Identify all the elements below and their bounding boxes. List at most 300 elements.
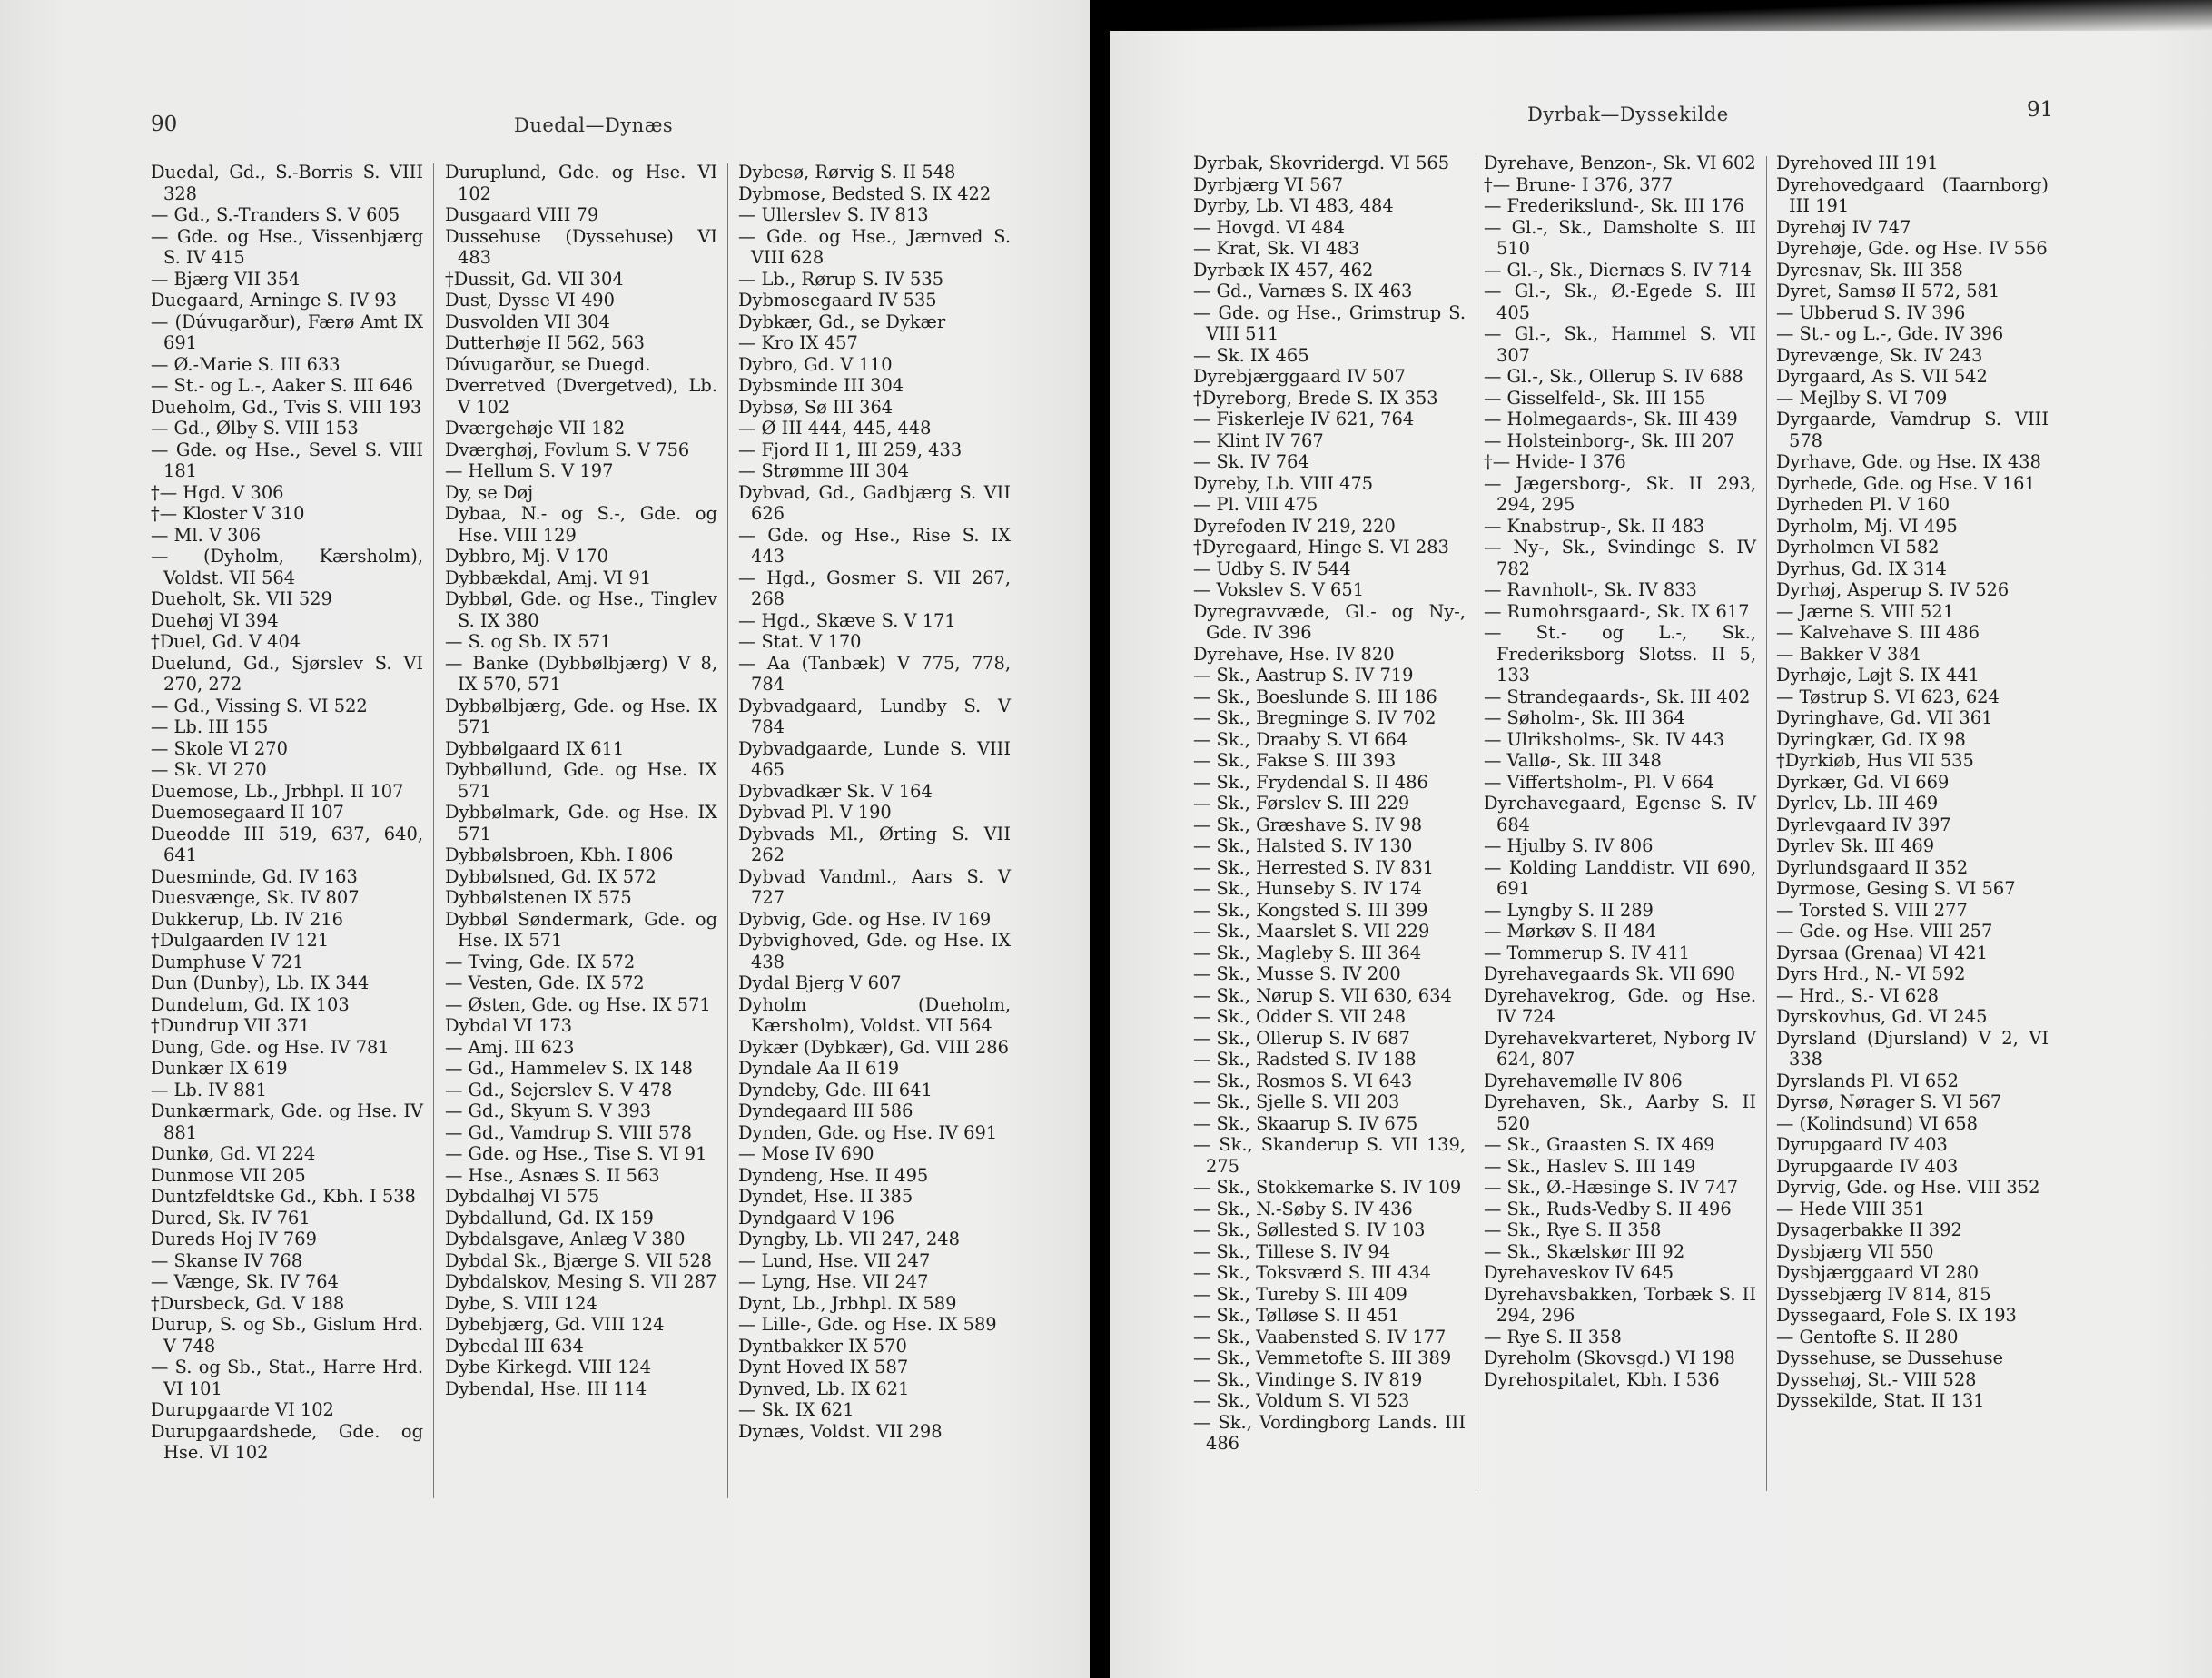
index-entry: — Banke (Dybbølbjærg) V 8, IX 570, 571 — [445, 652, 717, 695]
index-entry: — Gde. og Hse., Vissenbjærg S. IV 415 — [151, 225, 423, 268]
right-column-2 — [1484, 153, 1756, 1390]
index-entry: Dyrhede, Gde. og Hse. V 161 — [1776, 472, 2036, 494]
index-entry: Dyndeng, Hse. II 495 — [738, 1164, 929, 1186]
index-entry: Dyret, Samsø II 572, 581 — [1776, 281, 2000, 301]
index-entry: Dyrehave, Hse. IV 820 — [1193, 643, 1395, 665]
index-entry: Dunmose VII 205 — [151, 1164, 306, 1186]
index-entry: — Stat. V 170 — [738, 631, 862, 652]
index-entry: — Sk., Hunseby S. IV 174 — [1193, 878, 1422, 899]
index-entry: Dyrevænge, Sk. IV 243 — [1776, 344, 1983, 366]
index-entry: — Aa (Tanbæk) V 775, 778, 784 — [738, 652, 1011, 695]
index-entry: — Holsteinborg-, Sk. III 207 — [1484, 429, 1735, 451]
index-entry: Dybmose, Bedsted S. IX 422 — [738, 183, 992, 204]
index-entry: — Knabstrup-, Sk. II 483 — [1484, 515, 1705, 537]
index-entry: Dyndegaard III 586 — [738, 1101, 913, 1121]
index-entry: Dybdalhøj VI 575 — [445, 1186, 600, 1207]
index-entry: — Lille-, Gde. og Hse. IX 589 — [738, 1314, 997, 1335]
index-entry: Dyrehoved III 191 — [1776, 153, 1939, 173]
index-entry: Dyrehospitalet, Kbh. I 536 — [1484, 1368, 1720, 1390]
index-entry: Dynt, Lb., Jrbhpl. IX 589 — [738, 1292, 957, 1314]
index-entry: — (Kolindsund) VI 658 — [1776, 1112, 1978, 1134]
index-entry: †Dussit, Gd. VII 304 — [445, 268, 624, 290]
index-entry: — St.- og L.-, Gde. IV 396 — [1776, 323, 2004, 344]
index-entry: Dybsø, Sø III 364 — [738, 396, 894, 418]
index-entry: — S. og Sb. IX 571 — [445, 631, 612, 652]
index-entry: Duruplund, Gde. og Hse. VI 102 — [445, 162, 717, 204]
index-entry: †Dyreborg, Brede S. IX 353 — [1193, 387, 1438, 409]
index-entry: — Bjærg VII 354 — [151, 268, 301, 290]
index-entry: Dyrholm, Mj. VI 495 — [1776, 515, 1958, 537]
index-entry: — Kolding Landdistr. VII 690, 691 — [1484, 856, 1756, 899]
index-entry: Dyrehaven, Sk., Aarby S. II 520 — [1484, 1091, 1756, 1134]
index-entry: — Torsted S. VIII 277 — [1776, 899, 1968, 921]
index-entry: Dybdallund, Gd. IX 159 — [445, 1207, 654, 1229]
index-entry: Dyrhave, Gde. og Hse. IX 438 — [1776, 451, 2041, 472]
index-entry: Dybbøl, Gde. og Hse., Tinglev S. IX 380 — [445, 588, 717, 631]
index-entry: Dyndeby, Gde. III 641 — [738, 1079, 933, 1101]
index-entry: Dyrhøj, Asperup S. IV 526 — [1776, 579, 2010, 600]
index-entry: — Gde. og Hse., Tise S. VI 91 — [445, 1143, 707, 1164]
index-entry: — Amj. III 623 — [445, 1036, 575, 1058]
index-entry: Dybbølmark, Gde. og Hse. IX 571 — [445, 802, 717, 844]
column-rule — [727, 163, 728, 1498]
index-entry: — Gde. og Hse., Rise S. IX 443 — [738, 524, 1011, 567]
index-entry: Dun (Dunby), Lb. IX 344 — [151, 972, 370, 993]
index-entry: — Skole VI 270 — [151, 737, 288, 759]
index-entry: — Udby S. IV 544 — [1193, 558, 1351, 579]
index-entry: †Dyrkiøb, Hus VII 535 — [1776, 750, 1974, 771]
index-entry: — Kalvehave S. III 486 — [1776, 622, 1980, 643]
index-entry: — Gd., Hammelev S. IX 148 — [445, 1058, 694, 1079]
index-entry: Dyndet, Hse. II 385 — [738, 1186, 913, 1207]
index-entry: — Sk., N.-Søby S. IV 436 — [1193, 1198, 1413, 1219]
index-entry: Dyrehavegaard, Egense S. IV 684 — [1484, 793, 1756, 835]
index-entry: Dyringkær, Gd. IX 98 — [1776, 728, 1966, 750]
index-entry: — Hse., Asnæs S. II 563 — [445, 1164, 660, 1186]
index-entry: Dyrby, Lb. VI 483, 484 — [1193, 195, 1394, 216]
index-entry: Dybe Kirkegd. VIII 124 — [445, 1357, 652, 1377]
index-entry: — (Dúvugarður), Færø Amt IX 691 — [151, 311, 423, 353]
index-entry: — Sk., Herrested S. IV 831 — [1193, 856, 1435, 878]
index-entry: Dyrs Hrd., N.- VI 592 — [1776, 963, 1966, 984]
index-entry: Dyrehøj IV 747 — [1776, 216, 1911, 238]
index-entry: — Hede VIII 351 — [1776, 1198, 1926, 1219]
index-entry: — Sk., Førslev S. III 229 — [1193, 793, 1410, 814]
index-entry: Dybvad Vandml., Aars S. V 727 — [738, 865, 1011, 908]
index-entry: — Gde. og Hse., Jærnved S. VIII 628 — [738, 225, 1011, 268]
index-entry: †Dundrup VII 371 — [151, 1015, 311, 1036]
index-entry: — Kro IX 457 — [738, 332, 858, 353]
index-entry: Dyrlundsgaard II 352 — [1776, 856, 1969, 878]
index-entry: Dybe, S. VIII 124 — [445, 1292, 597, 1314]
index-entry: Dyssegaard, Fole S. IX 193 — [1776, 1305, 2017, 1326]
index-entry: Dyrheden Pl. V 160 — [1776, 494, 1950, 515]
index-entry: Dyrlev, Lb. III 469 — [1776, 793, 1939, 814]
index-entry: Dybro, Gd. V 110 — [738, 353, 893, 375]
index-entry: — Sk. VI 270 — [151, 759, 267, 780]
index-entry: Duesvænge, Sk. IV 807 — [151, 887, 360, 908]
index-entry: — Sk., Stokkemarke S. IV 109 — [1193, 1177, 1462, 1198]
index-entry: — Sk., Radsted S. IV 188 — [1193, 1049, 1417, 1070]
index-entry: — Sk., Vindinge S. IV 819 — [1193, 1368, 1423, 1390]
index-entry: Duemosegaard II 107 — [151, 802, 344, 823]
index-entry: Dysbjærg VII 550 — [1776, 1240, 1934, 1262]
index-entry: Dueholm, Gd., Tvis S. VIII 193 — [151, 396, 422, 418]
index-entry: — Sk., Magleby S. III 364 — [1193, 942, 1422, 963]
index-entry: Dyrefoden IV 219, 220 — [1193, 515, 1396, 537]
index-entry: Dussehuse (Dyssehuse) VI 483 — [445, 225, 717, 268]
index-entry: Dybbro, Mj. V 170 — [445, 546, 608, 567]
index-entry: Dynved, Lb. IX 621 — [738, 1377, 910, 1399]
index-entry: — Sk., Skanderup S. VII 139, 275 — [1193, 1134, 1466, 1177]
index-entry: Dybvadgaard, Lundby S. V 784 — [738, 695, 1011, 737]
index-entry: — Vokslev S. V 651 — [1193, 579, 1365, 600]
index-entry: Dured, Sk. IV 761 — [151, 1207, 311, 1229]
index-entry: Dybsminde III 304 — [738, 375, 904, 396]
index-entry: Dybbækdal, Amj. VI 91 — [445, 567, 652, 588]
index-entry: Dynæs, Voldst. VII 298 — [738, 1420, 943, 1442]
index-entry: — Ml. V 306 — [151, 524, 262, 546]
index-entry: — St.- og L.-, Aaker S. III 646 — [151, 375, 413, 396]
index-entry: — Rye S. II 358 — [1484, 1326, 1622, 1347]
index-entry: Dysbjærggaard VI 280 — [1776, 1262, 1980, 1283]
index-entry: — Sk., Sjelle S. VII 203 — [1193, 1091, 1400, 1112]
index-entry: — Ubberud S. IV 396 — [1776, 301, 1966, 323]
index-entry: Dyrslands Pl. VI 652 — [1776, 1070, 1959, 1091]
index-entry: — Sk., Skaarup S. IV 675 — [1193, 1112, 1418, 1134]
index-entry: Dusvolden VII 304 — [445, 311, 610, 332]
index-entry: — Holmegaards-, Sk. III 439 — [1484, 409, 1738, 429]
index-entry: Dumphuse V 721 — [151, 951, 304, 972]
index-entry: — Hrd., S.- VI 628 — [1776, 984, 1939, 1006]
index-entry: — Mejlby S. VI 709 — [1776, 387, 1948, 409]
index-entry: — Hovgd. VI 484 — [1193, 216, 1346, 238]
right-page — [1110, 0, 2212, 1678]
index-entry: Dybvads Ml., Ørting S. VII 262 — [738, 823, 1011, 865]
index-entry: — Gd., Sejerslev S. V 478 — [445, 1079, 673, 1101]
index-entry: — Hjulby S. IV 806 — [1484, 835, 1654, 856]
index-entry: — Sk., Odder S. VII 248 — [1193, 1006, 1407, 1027]
index-entry: — Sk., Frydendal S. II 486 — [1193, 771, 1428, 793]
index-entry: — Sk., Græshave S. IV 98 — [1193, 814, 1423, 835]
index-entry: — Gd., S.-Tranders S. V 605 — [151, 204, 400, 225]
index-entry: Dyrupgaard IV 403 — [1776, 1134, 1948, 1155]
index-entry: Dyrebjærggaard IV 507 — [1193, 366, 1406, 387]
index-entry: Dutterhøje II 562, 563 — [445, 332, 646, 353]
index-entry: Dybvighoved, Gde. og Hse. IX 438 — [738, 930, 1011, 972]
index-entry: Dybdal Sk., Bjærge S. VII 528 — [445, 1249, 713, 1271]
index-entry: Dyrupgaarde IV 403 — [1776, 1155, 1959, 1177]
index-entry: — Sk., Fakse S. III 393 — [1193, 750, 1397, 771]
index-entry: — Sk., Aastrup S. IV 719 — [1193, 665, 1414, 686]
right-column-3 — [1776, 153, 2049, 1412]
index-entry: — Jægersborg-, Sk. II 293, 294, 295 — [1484, 472, 1756, 515]
index-entry: Dyrhus, Gd. IX 314 — [1776, 558, 1947, 579]
index-entry: — Sk., Voldum S. VI 523 — [1193, 1390, 1410, 1411]
index-entry: — Hgd., Gosmer S. VII 267, 268 — [738, 567, 1011, 609]
index-entry: — Ravnholt-, Sk. IV 833 — [1484, 579, 1697, 600]
index-entry: Dybmosegaard IV 535 — [738, 290, 937, 311]
left-column-2 — [445, 162, 717, 1399]
index-entry: — Gd., Varnæs S. IX 463 — [1193, 281, 1413, 301]
index-entry: Dundelum, Gd. IX 103 — [151, 993, 350, 1015]
index-entry: Dyrbæk IX 457, 462 — [1193, 259, 1374, 281]
index-entry: Dykær (Dybkær), Gd. VIII 286 — [738, 1036, 1009, 1058]
index-entry: — Sk., Draaby S. VI 664 — [1193, 728, 1408, 750]
index-entry: — Viffertsholm-, Pl. V 664 — [1484, 771, 1715, 793]
index-entry: Dyringhave, Gd. VII 361 — [1776, 707, 1993, 728]
index-entry: — Sk., Musse S. IV 200 — [1193, 963, 1401, 984]
index-entry: — Jærne S. VIII 521 — [1776, 600, 1955, 622]
index-entry: — Ø.-Marie S. III 633 — [151, 353, 341, 375]
index-entry: — Sk., Ruds-Vedby S. II 496 — [1484, 1198, 1732, 1219]
index-entry: — Sk. IX 621 — [738, 1399, 854, 1420]
index-entry: Dybaa, N.- og S.-, Gde. og Hse. VIII 129 — [445, 503, 717, 546]
index-entry: Duehøj VI 394 — [151, 609, 279, 631]
index-entry: — Ullerslev S. IV 813 — [738, 204, 929, 225]
index-entry: Dybbølgaard IX 611 — [445, 737, 625, 759]
index-entry: Duelund, Gd., Sjørslev S. VI 270, 272 — [151, 652, 423, 695]
index-entry: — Sk., Kongsted S. III 399 — [1193, 899, 1428, 921]
index-entry: — Sk., Graasten S. IX 469 — [1484, 1134, 1715, 1155]
index-entry: Dybbølbjærg, Gde. og Hse. IX 571 — [445, 695, 717, 737]
index-entry: Dyresnav, Sk. III 358 — [1776, 259, 1963, 281]
index-entry: Dyssebjærg IV 814, 815 — [1776, 1283, 1991, 1305]
index-entry: — Gde. og Hse. VIII 257 — [1776, 921, 1993, 942]
index-entry: — Strømme III 304 — [738, 460, 910, 481]
index-entry: Dyrehave, Benzon-, Sk. VI 602 — [1484, 153, 1756, 173]
index-entry: — Sk., Tillese S. IV 94 — [1193, 1240, 1391, 1262]
index-entry: — Hgd., Skæve S. V 171 — [738, 609, 956, 631]
index-entry: Dyrehovedgaard (Taarnborg) III 191 — [1776, 173, 2049, 216]
index-entry: — Strandegaards-, Sk. III 402 — [1484, 686, 1751, 707]
index-entry: — Sk., Rosmos S. VI 643 — [1193, 1070, 1413, 1091]
index-entry: Dureds Hoj IV 769 — [151, 1229, 317, 1249]
index-entry: — Ulriksholms-, Sk. IV 443 — [1484, 728, 1725, 750]
index-entry: — Ø III 444, 445, 448 — [738, 418, 932, 439]
index-entry: — Gd., Ølby S. VIII 153 — [151, 418, 359, 439]
index-entry: Dværgehøje VII 182 — [445, 418, 626, 439]
index-entry: Dybbøl Søndermark, Gde. og Hse. IX 571 — [445, 908, 717, 951]
index-entry: — Gentofte S. II 280 — [1776, 1326, 1959, 1347]
index-entry: Dyssehuse, se Dussehuse — [1776, 1347, 2004, 1368]
index-entry: — Vesten, Gde. IX 572 — [445, 972, 645, 993]
left-page — [0, 0, 1090, 1678]
index-entry: Dyreholm (Skovsgd.) VI 198 — [1484, 1347, 1735, 1368]
index-entry: — Gl.-, Sk., Ollerup S. IV 688 — [1484, 366, 1743, 387]
index-entry: Dunkø, Gd. VI 224 — [151, 1143, 316, 1164]
index-entry: — Gl.-, Sk., Hammel S. VII 307 — [1484, 323, 1756, 366]
index-entry: Dyngby, Lb. VII 247, 248 — [738, 1229, 960, 1249]
left-column-1 — [151, 162, 423, 1464]
index-entry: Dyrehavegaards Sk. VII 690 — [1484, 963, 1735, 984]
index-entry: Dynden, Gde. og Hse. IV 691 — [738, 1121, 998, 1143]
index-entry: †Dursbeck, Gd. V 188 — [151, 1292, 345, 1314]
index-entry: — Frederikslund-, Sk. III 176 — [1484, 195, 1744, 216]
index-entry: Dyrehaveskov IV 645 — [1484, 1262, 1674, 1283]
index-entry: — Søholm-, Sk. III 364 — [1484, 707, 1685, 728]
index-entry: Durupgaarde VI 102 — [151, 1399, 334, 1420]
index-entry: Dyndale Aa II 619 — [738, 1058, 900, 1079]
index-entry: Dyrlevgaard IV 397 — [1776, 814, 1951, 835]
left-column-3 — [738, 162, 1011, 1442]
index-entry: Dverretved (Dvergetved), Lb. V 102 — [445, 375, 717, 418]
index-entry: — Sk. IX 465 — [1193, 344, 1309, 366]
index-entry: Dybendal, Hse. III 114 — [445, 1377, 647, 1399]
index-entry: — Bakker V 384 — [1776, 643, 1921, 665]
index-entry: Dyndgaard V 196 — [738, 1207, 894, 1229]
index-entry: Dybdalsgave, Anlæg V 380 — [445, 1229, 686, 1249]
left-page-number: 90 — [151, 113, 178, 136]
index-entry: Dyrvig, Gde. og Hse. VIII 352 — [1776, 1177, 2040, 1198]
index-entry: — Tøstrup S. VI 623, 624 — [1776, 686, 2000, 707]
index-entry: Dyrsland (Djursland) V 2, VI 338 — [1776, 1027, 2049, 1070]
left-running-header: Duedal—Dynæs — [514, 114, 674, 136]
index-entry: Dueholt, Sk. VII 529 — [151, 588, 332, 609]
book-gutter — [1090, 0, 1110, 1678]
index-entry: Dværghøj, Fovlum S. V 756 — [445, 439, 690, 460]
index-entry: Dyrkær, Gd. VI 669 — [1776, 771, 1950, 793]
index-entry: Dyrehavsbakken, Torbæk S. II 294, 296 — [1484, 1283, 1756, 1326]
right-page-number: 91 — [2027, 98, 2054, 122]
column-rule — [1766, 156, 1767, 1491]
index-entry: — Ny-, Sk., Svindinge S. IV 782 — [1484, 537, 1756, 579]
index-entry: Dyrhøje, Løjt S. IX 441 — [1776, 665, 1980, 686]
index-entry: — S. og Sb., Stat., Harre Hrd. VI 101 — [151, 1357, 423, 1399]
index-entry: — Pl. VIII 475 — [1193, 494, 1318, 515]
index-entry: — Tving, Gde. IX 572 — [445, 951, 636, 972]
index-entry: Dybesø, Rørvig S. II 548 — [738, 162, 956, 183]
index-entry: — Sk., Tølløse S. II 451 — [1193, 1305, 1400, 1326]
index-entry: — Gde. og Hse., Grimstrup S. VIII 511 — [1193, 301, 1466, 344]
index-entry: Dyreby, Lb. VIII 475 — [1193, 472, 1374, 494]
index-entry: — Mose IV 690 — [738, 1143, 874, 1164]
index-entry: Dyssehøj, St.- VIII 528 — [1776, 1368, 1977, 1390]
index-entry: Dyregravvæde, Gl.- og Ny-, Gde. IV 396 — [1193, 600, 1466, 643]
index-entry: — Krat, Sk. VI 483 — [1193, 238, 1360, 259]
index-entry: Dyrsø, Nørager S. VI 567 — [1776, 1091, 2002, 1112]
index-entry: — Sk., Vordingborg Lands. III 486 — [1193, 1411, 1466, 1454]
index-entry: Dybkær, Gd., se Dykær — [738, 311, 946, 332]
index-entry: — Vallø-, Sk. III 348 — [1484, 750, 1662, 771]
index-entry: — Mørkøv S. II 484 — [1484, 921, 1657, 942]
index-entry: Dybvadkær Sk. V 164 — [738, 780, 933, 802]
index-entry: — Lyng, Hse. VII 247 — [738, 1271, 929, 1292]
index-entry: — Gisselfeld-, Sk. III 155 — [1484, 387, 1706, 409]
index-entry: Dyrehøje, Gde. og Hse. IV 556 — [1776, 238, 2048, 259]
index-entry: Dukkerup, Lb. IV 216 — [151, 908, 343, 930]
index-entry: Dyrgaard, As S. VII 542 — [1776, 366, 1988, 387]
index-entry: Dydal Bjerg V 607 — [738, 972, 902, 993]
index-entry: — Rumohrsgaard-, Sk. IX 617 — [1484, 600, 1750, 622]
right-running-header: Dyrbak—Dyssekilde — [1527, 104, 1729, 125]
index-entry: Dyrskovhus, Gd. VI 245 — [1776, 1006, 1988, 1027]
index-entry: — Lund, Hse. VII 247 — [738, 1249, 931, 1271]
index-entry: — Sk., Rye S. II 358 — [1484, 1219, 1662, 1240]
index-entry: Dybedal III 634 — [445, 1335, 584, 1357]
index-entry: Duntzfeldtske Gd., Kbh. I 538 — [151, 1186, 416, 1207]
index-entry: Dyrmose, Gesing S. VI 567 — [1776, 878, 2016, 899]
index-entry: Dyrholmen VI 582 — [1776, 537, 1940, 558]
index-entry: — Sk., Haslev S. III 149 — [1484, 1155, 1696, 1177]
index-entry: Dysagerbakke II 392 — [1776, 1219, 1962, 1240]
index-entry: Dusgaard VIII 79 — [445, 204, 599, 225]
index-entry: — Sk., Nørup S. VII 630, 634 — [1193, 984, 1452, 1006]
index-entry: †Dulgaarden IV 121 — [151, 930, 330, 951]
index-entry: Dybvad, Gd., Gadbjærg S. VII 626 — [738, 481, 1011, 524]
index-entry: — Sk., Vaabensted S. IV 177 — [1193, 1326, 1447, 1347]
index-entry: Duemose, Lb., Jrbhpl. II 107 — [151, 780, 404, 802]
index-entry: Dy, se Døj — [445, 481, 534, 503]
index-entry: Durup, S. og Sb., Gislum Hrd. V 748 — [151, 1314, 423, 1357]
index-entry: Dung, Gde. og Hse. IV 781 — [151, 1036, 390, 1058]
index-entry: Dunkær IX 619 — [151, 1058, 288, 1079]
index-entry: — Lb. III 155 — [151, 716, 269, 737]
index-entry: Dueodde III 519, 637, 640, 641 — [151, 823, 423, 865]
index-entry: — Gde. og Hse., Sevel S. VIII 181 — [151, 439, 423, 481]
index-entry: — Sk. IV 764 — [1193, 451, 1309, 472]
index-entry: Dyrehavekvarteret, Nyborg IV 624, 807 — [1484, 1027, 1756, 1070]
index-entry: Dunkærmark, Gde. og Hse. IV 881 — [151, 1101, 423, 1143]
index-entry: Dyrbak, Skovridergd. VI 565 — [1193, 153, 1450, 173]
index-entry: Durupgaardshede, Gde. og Hse. VI 102 — [151, 1420, 423, 1463]
index-entry: — Lb., Rørup S. IV 535 — [738, 268, 944, 290]
index-entry: Dust, Dysse VI 490 — [445, 290, 615, 311]
index-entry: Duegaard, Arninge S. IV 93 — [151, 290, 397, 311]
index-entry: Dyntbakker IX 570 — [738, 1335, 907, 1357]
index-entry: Dyrehavekrog, Gde. og Hse. IV 724 — [1484, 984, 1756, 1027]
index-entry: Dybdal VI 173 — [445, 1015, 573, 1036]
index-entry: †— Hvide- I 376 — [1484, 451, 1626, 472]
index-entry: Dybebjærg, Gd. VIII 124 — [445, 1314, 665, 1335]
index-entry: †— Hgd. V 306 — [151, 481, 284, 503]
index-entry: Dybbølsned, Gd. IX 572 — [445, 865, 657, 887]
index-entry: — Lyngby S. II 289 — [1484, 899, 1654, 921]
index-entry: — Klint IV 767 — [1193, 429, 1324, 451]
index-entry: †Duel, Gd. V 404 — [151, 631, 301, 652]
index-entry: — Gl.-, Sk., Diernæs S. IV 714 — [1484, 259, 1752, 281]
index-entry: — Vænge, Sk. IV 764 — [151, 1271, 339, 1292]
index-entry: Dybbølstenen IX 575 — [445, 887, 632, 908]
index-entry: †— Kloster V 310 — [151, 503, 305, 524]
index-entry: — Lb. IV 881 — [151, 1079, 268, 1101]
index-entry: — Gl.-, Sk., Damsholte S. III 510 — [1484, 216, 1756, 259]
index-entry: — St.- og L.-, Sk., Frederiksborg Slotss. II 5, 133 — [1484, 622, 1756, 686]
index-entry: — Sk., Vemmetofte S. III 389 — [1193, 1347, 1452, 1368]
index-entry: †— Brune- I 376, 377 — [1484, 173, 1674, 195]
index-entry: Dybbølsbroen, Kbh. I 806 — [445, 844, 674, 865]
index-entry: — Sk., Toksværd S. III 434 — [1193, 1262, 1431, 1283]
index-entry: — Sk., Tureby S. III 409 — [1193, 1283, 1407, 1305]
index-entry: — Sk., Maarslet S. VII 229 — [1193, 921, 1430, 942]
index-entry: — Tommerup S. IV 411 — [1484, 942, 1690, 963]
index-entry: Dúvugarður, se Duegd. — [445, 353, 651, 375]
index-entry: — Skanse IV 768 — [151, 1249, 303, 1271]
index-entry: — Fjord II 1, III 259, 433 — [738, 439, 963, 460]
index-entry: — Gl.-, Sk., Ø.-Egede S. III 405 — [1484, 281, 1756, 323]
index-entry: Dybdalskov, Mesing S. VII 287 — [445, 1271, 717, 1292]
index-entry: Dybvad Pl. V 190 — [738, 802, 892, 823]
index-entry: — Fiskerleje IV 621, 764 — [1193, 409, 1415, 429]
index-entry: Duedal, Gd., S.-Borris S. VIII 328 — [151, 162, 423, 204]
index-entry: — Gd., Skyum S. V 393 — [445, 1101, 652, 1121]
index-entry: †Dyregaard, Hinge S. VI 283 — [1193, 537, 1449, 558]
index-entry: — Gd., Vissing S. VI 522 — [151, 695, 368, 716]
index-entry: Dyrsaa (Grenaa) VI 421 — [1776, 942, 1988, 963]
index-entry: — Sk., Ollerup S. IV 687 — [1193, 1027, 1410, 1049]
index-entry: Dybvadgaarde, Lunde S. VIII 465 — [738, 737, 1011, 780]
index-entry: — Sk., Ø.-Hæsinge S. IV 747 — [1484, 1177, 1739, 1198]
